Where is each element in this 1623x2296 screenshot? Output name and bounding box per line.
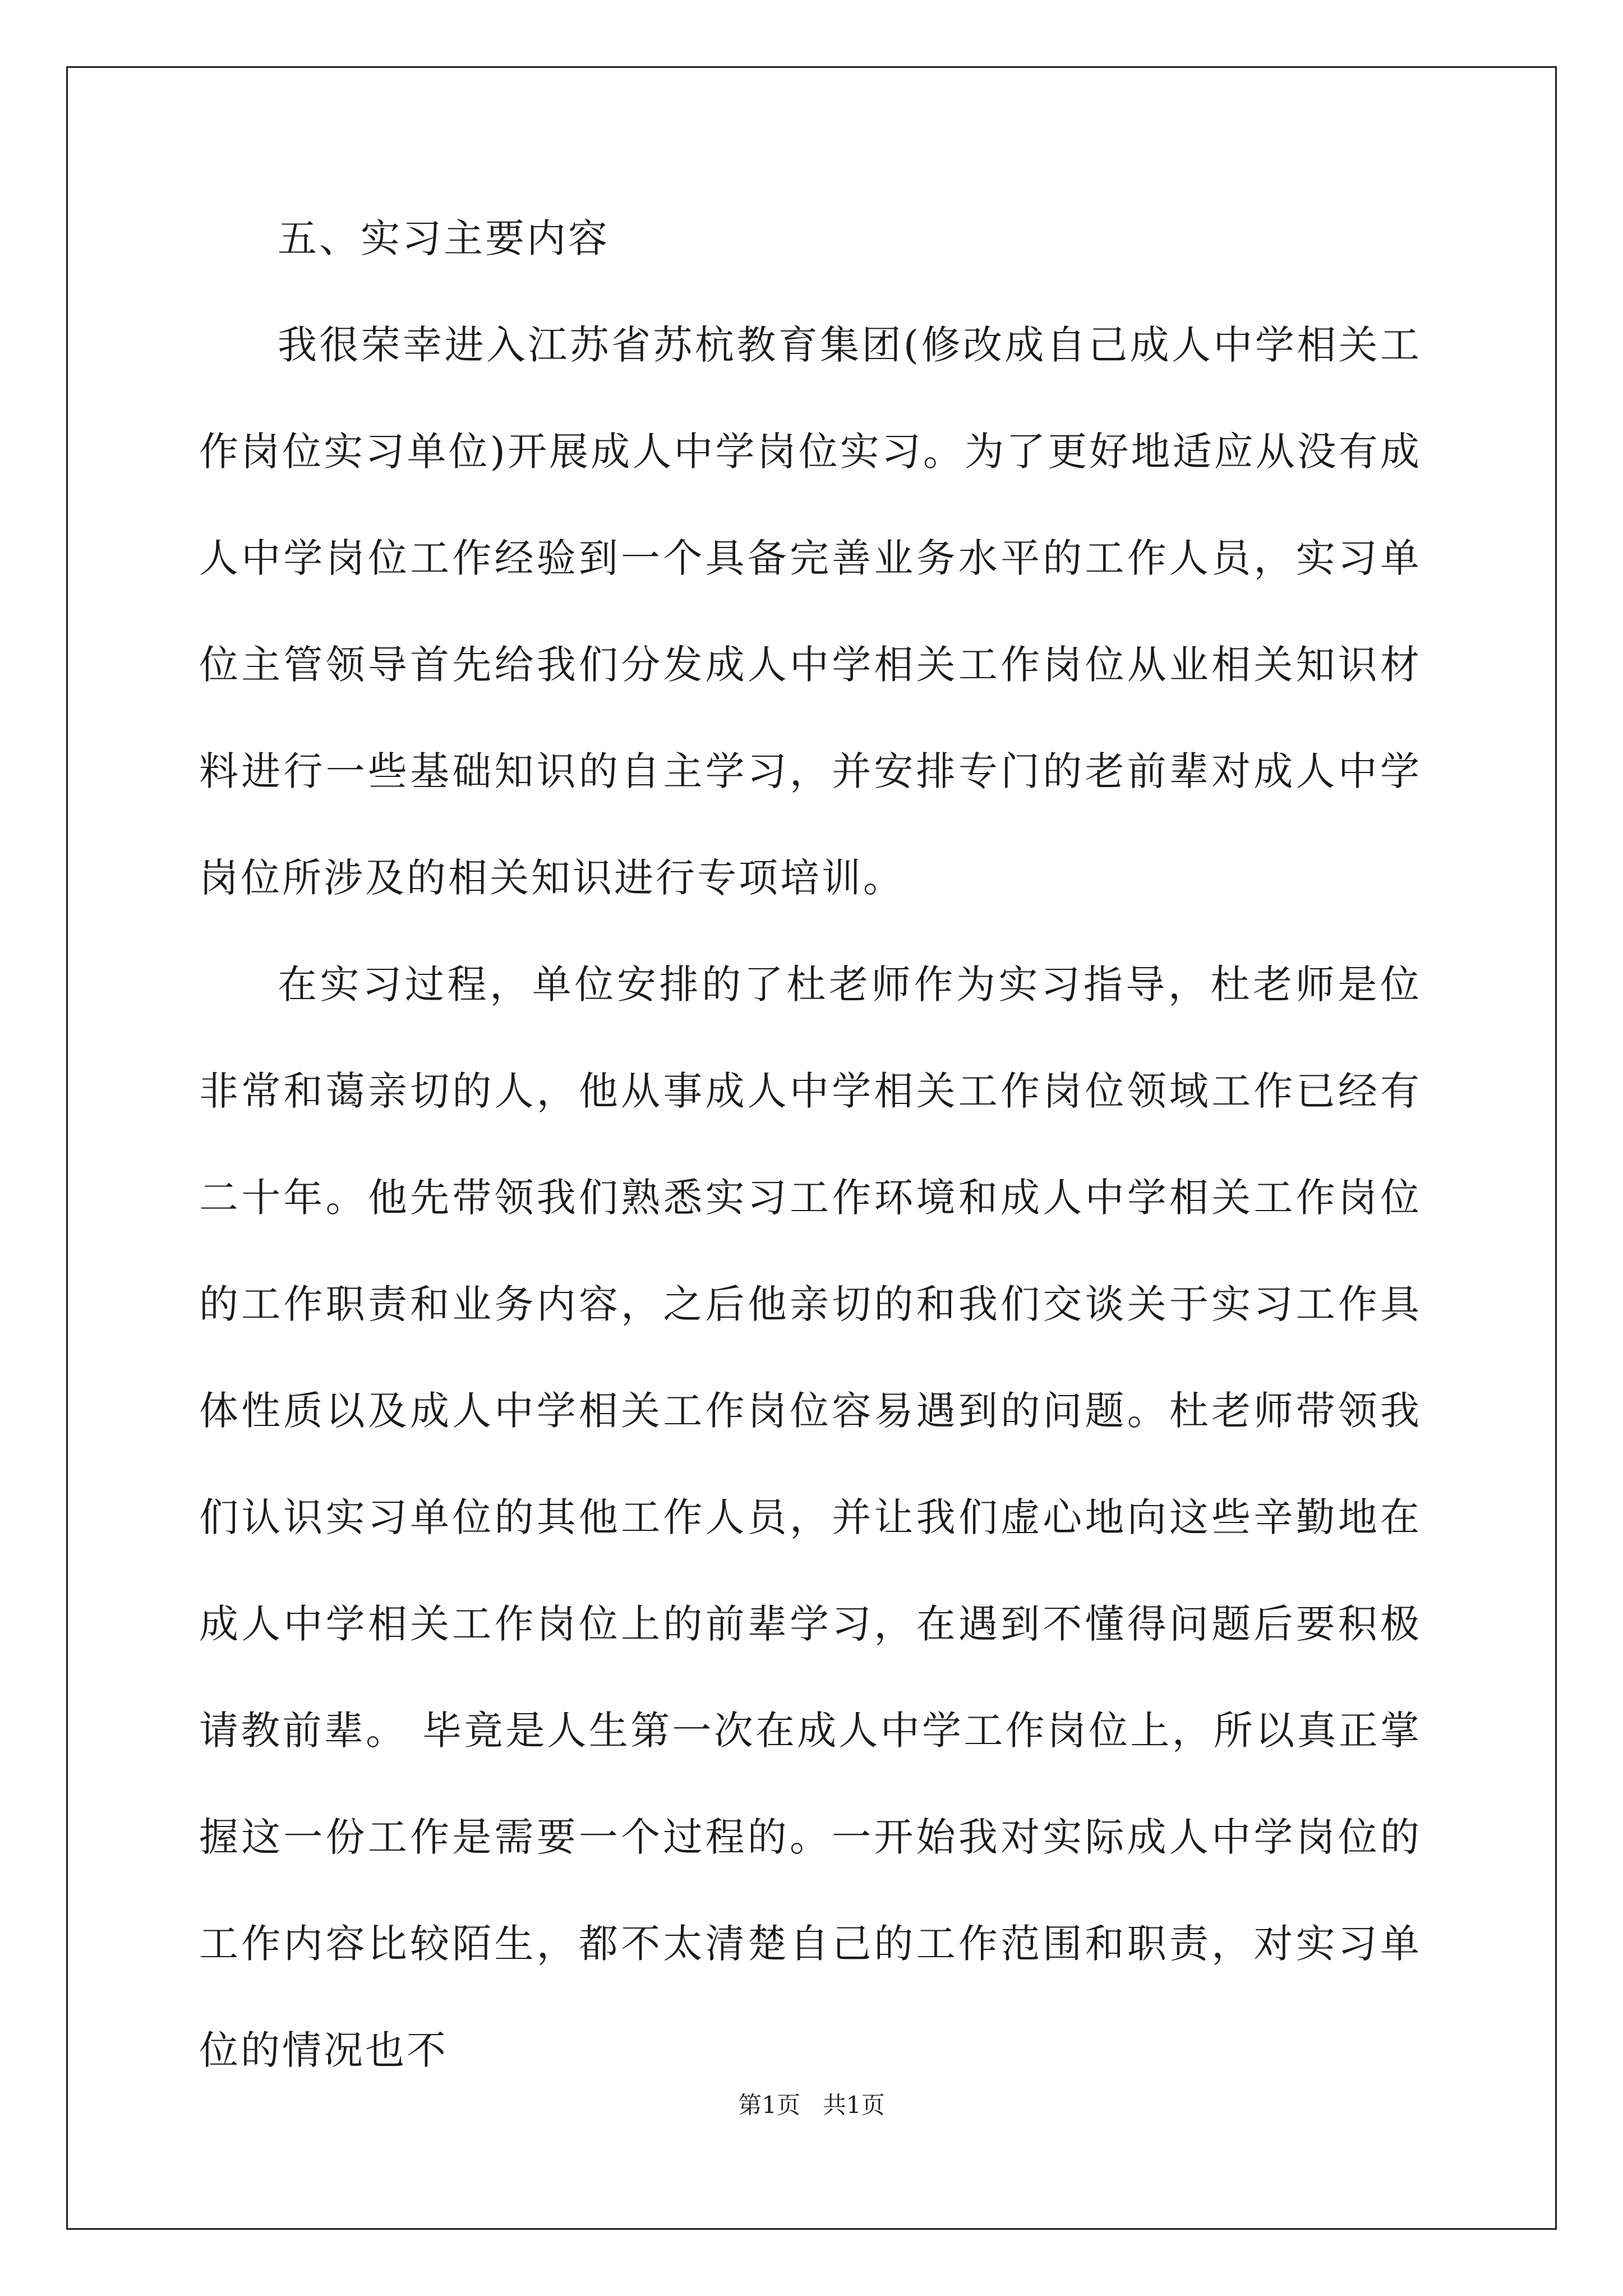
page-total: 共1页 <box>823 2091 885 2119</box>
page-footer <box>0 2087 1623 2120</box>
document-body <box>199 185 1422 2104</box>
section-heading: 五、实习主要内容 <box>278 215 610 261</box>
paragraph: 在实习过程，单位安排的了杜老师作为实习指导，杜老师是位非常和蔼亲切的人，他从事成人中学相关工作岗位领域工作已经有二十年。他先带领我们熟悉实习工作环境和成人中学相关工作岗位的工作职责和业务内容，之后他亲切的和我们交谈关于实习工作具体性质以及成人中学相关工作岗位容易遇到的问题。杜老师带领我们认识实习单位的其他工作人员，并让我们虚心地向这些辛勤地在成人中学相关工作岗位上的前辈学习，在遇到不懂得问题后要积极请教前辈。 毕竟是人生第一次在成人中学工作岗位上，所以真正掌握这一份工作是需要一个过程的。一开始我对实际成人中学岗位的工作内容比较陌生，都不太清楚自己的工作范围和职责，对实习单位的情况也不 <box>199 961 1422 2073</box>
page-number: 第1页 <box>738 2091 800 2119</box>
paragraph: 我很荣幸进入江苏省苏杭教育集团(修改成自己成人中学相关工作岗位实习单位)开展成人中学岗位实习。为了更好地适应从没有成人中学岗位工作经验到一个具备完善业务水平的工作人员，实习单位主管领导首先给我们分发成人中学相关工作岗位从业相关知识材料进行一些基础知识的自主学习，并安排专门的老前辈对成人中学岗位所涉及的相关知识进行专项培训。 <box>199 322 1422 901</box>
